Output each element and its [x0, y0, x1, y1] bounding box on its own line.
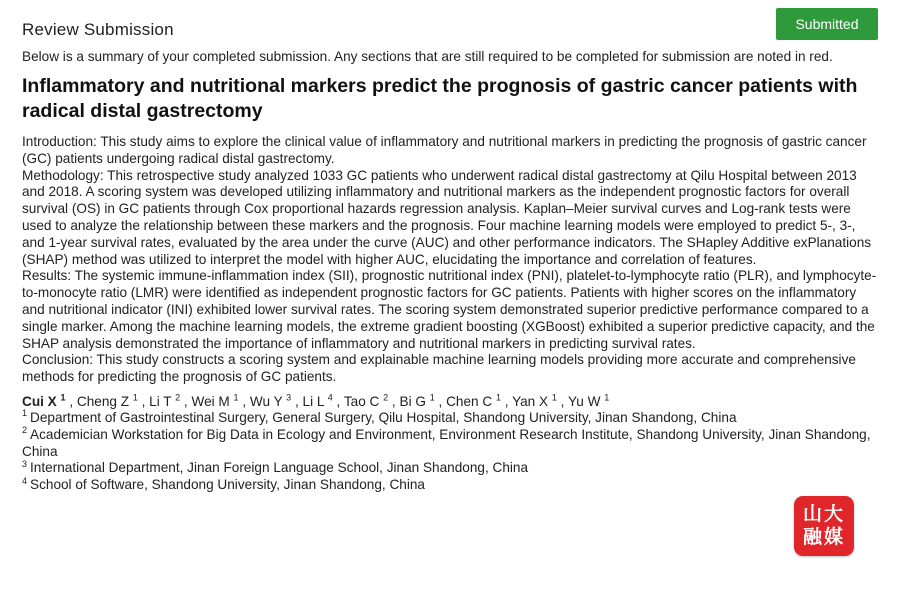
- abstract-introduction: Introduction: This study aims to explore the clinical value of inflammatory and nutritional markers in predicting the prognosis of gastric cancer (GC) patients undergoing radical distal gastrectomy.: [22, 134, 867, 166]
- author: Bi G $^1$: [399, 392, 435, 409]
- affiliation-item: $^3$ International Department, Jinan Foreign Language School, Jinan Shandong, China: [22, 458, 529, 476]
- author: Li L $^4$: [302, 392, 333, 409]
- affiliation-item: $^1$ Department of Gastrointestinal Surgery, General Surgery, Qilu Hospital, Shandong University, Jinan Shandong, China: [22, 408, 737, 425]
- author-list: Cui X $^1$ , Cheng Z $^1$ , Li T $^2$ , Wei M $^1$ , Wu Y $^3$ , Li L $^4$ , Tao C $^2$ , Bi G $^1$ , Chen C $^1$ , Yan X $^1$ , Yu W $^1$: [22, 392, 610, 409]
- abstract: [22, 134, 878, 386]
- review-header: [22, 0, 878, 44]
- author: Cui X $^1$: [22, 392, 66, 409]
- media-logo-watermark: 山大 融媒: [794, 496, 854, 556]
- abstract-conclusion: Conclusion: This study constructs a scoring system and explainable machine learning models providing more accurate and comprehensive methods for predicting the prognosis of GC patients.: [22, 352, 856, 385]
- article-title: Inflammatory and nutritional markers predict the prognosis of gastric cancer patients with radical distal gastrectomy: [22, 75, 858, 122]
- author: Li T $^2$: [149, 392, 181, 409]
- abstract-methodology: Methodology: This retrospective study analyzed 1033 GC patients who underwent radical distal gastrectomy at Qilu Hospital between 2013 and 2018. A scoring system was developed utilizing inflammatory and nutritional markers as the independent prognostic factors for overall survival (OS) in GC patients through Cox proportional hazards regression analysis. Kaplan–Meier survival curves and Log-rank tests were used to analyze the relationship between these markers and the prognosis. Four machine learning models were employed to predict 5-, 3-, and 1-year survival rates, evaluated by the area under the curve (AUC) and other performance indicators. The SHapley Additive exPlanations (SHAP) method was utilized to interpret the model with higher AUC, elucidating the importance and correlation of features.: [22, 167, 872, 267]
- affiliation-item: $^2$ Academician Workstation for Big Data in Ecology and Environment, Environment Research Institute, Shandong University, Jinan Shandong, China: [22, 425, 871, 459]
- review-page: [22, 0, 878, 494]
- summary-text: Below is a summary of your completed submission. Any sections that are still required to be completed for submission are noted in red.: [22, 49, 833, 64]
- author: Wei M $^1$: [191, 392, 239, 409]
- page-title: Review Submission: [22, 20, 174, 39]
- affiliation-item: $^4$ School of Software, Shandong University, Jinan Shandong, China: [22, 475, 425, 493]
- author: Wu Y $^3$: [249, 392, 292, 409]
- author: Yu W $^1$: [567, 392, 610, 409]
- author: Tao C $^2$: [343, 392, 389, 409]
- submitted-button[interactable]: Submitted: [776, 8, 878, 40]
- author: Yan X $^1$: [512, 392, 557, 409]
- affiliation-list: [22, 410, 878, 494]
- author: Chen C $^1$: [446, 392, 501, 409]
- author: Cheng Z $^1$: [76, 392, 138, 409]
- abstract-results: Results: The systemic immune-inflammation index (SII), prognostic nutritional index (PNI), platelet-to-lymphocyte ratio (PLR), and lymphocyte-to-monocyte ratio (LMR) were identified as independent prognostic factors for GC patients. Patients with higher scores on the inflammatory and nutritional indicator (INI) exhibited lower survival rates. The scoring system demonstrated superior predictive performance compared to a single marker. Among the machine learning models, the extreme gradient boosting (XGBoost) exhibited a superior predictive capacity, and the SHAP analysis demonstrated the importance of inflammatory and nutritional markers in predicting survival rates.: [22, 268, 877, 351]
